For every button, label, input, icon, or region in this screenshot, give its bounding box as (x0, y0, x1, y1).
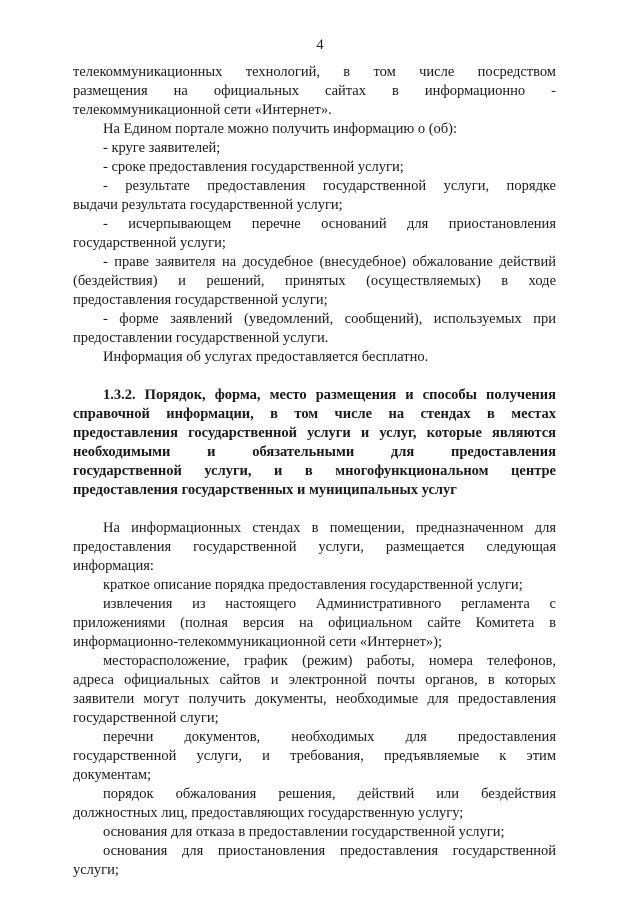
text-line: Информация об услугах предоставляется бесплатно. (103, 349, 429, 365)
text-line: услуги; (73, 862, 119, 878)
text-line: основания для приостановления предоставления государственной (103, 843, 556, 859)
page-number: 4 (316, 37, 324, 53)
text-line: выдачи результата государственной услуги; (73, 197, 343, 213)
text-line: (бездействия) и решений, принятых (осуществляемых) в ходе (73, 273, 556, 289)
text-line: предоставления государственной услуги, размещается следующая (73, 539, 556, 555)
text-line: основания для отказа в предоставлении государственной услуги; (103, 824, 505, 840)
text-line: адреса официальных сайтов и электронной почты органов, в которых (73, 672, 556, 688)
section-heading-line: государственной услуги, и в многофункциональном центре (73, 463, 556, 479)
section-heading-line: справочной информации, в том числе на стендах в местах (73, 406, 556, 422)
section-heading-line: 1.3.2. Порядок, форма, место размещения и способы получения (103, 387, 556, 403)
text-line: предоставлении государственной услуги. (73, 330, 329, 346)
text-line: должностных лиц, предоставляющих государственную услугу; (73, 805, 464, 821)
text-line: документам; (73, 767, 152, 783)
text-line: - исчерпывающем перечне оснований для приостановления (103, 216, 556, 232)
text-line: телекоммуникационной сети «Интернет». (73, 102, 332, 118)
text-line: информация: (73, 558, 154, 574)
text-line: - круге заявителей; (103, 140, 221, 156)
text-line: приложениями (полная версия на официальном сайте Комитета в (73, 615, 556, 631)
section-heading-line: предоставления государственной услуги и услуг, которые являются (73, 425, 556, 441)
text-line: государственной слуги; (73, 710, 219, 726)
text-line: государственной услуги, и требования, предъявляемые к этим (73, 748, 556, 764)
text-line: заявители могут получить документы, необходимые для предоставления (73, 691, 556, 707)
text-line: порядок обжалования решения, действий или бездействия (103, 786, 556, 802)
text-line: - праве заявителя на досудебное (внесудебное) обжалование действий (103, 254, 556, 270)
text-line: - форме заявлений (уведомлений, сообщений), используемых при (103, 311, 556, 327)
text-line: - сроке предоставления государственной услуги; (103, 159, 404, 175)
text-line: На информационных стендах в помещении, предназначенном для (103, 520, 556, 536)
section-heading-line: необходимыми и обязательными для предоставления (73, 444, 556, 460)
text-line: извлечения из настоящего Административного регламента с (103, 596, 556, 612)
section-heading-line: предоставления государственных и муниципальных услуг (73, 482, 457, 498)
text-line: информационно-телекоммуникационной сети «Интернет»); (73, 634, 443, 650)
text-line: На Едином портале можно получить информацию о (об): (103, 121, 458, 137)
text-line: предоставления государственной услуги; (73, 292, 328, 308)
text-line: перечни документов, необходимых для предоставления (103, 729, 556, 745)
text-line: краткое описание порядка предоставления государственной услуги; (103, 577, 523, 593)
text-line: размещения на официальных сайтах в информационно - (73, 83, 556, 99)
text-line: государственной услуги; (73, 235, 226, 251)
text-line: телекоммуникационных технологий, в том числе посредством (73, 64, 556, 80)
text-line: - результате предоставления государственной услуги, порядке (103, 178, 556, 194)
text-line: месторасположение, график (режим) работы, номера телефонов, (103, 653, 556, 669)
